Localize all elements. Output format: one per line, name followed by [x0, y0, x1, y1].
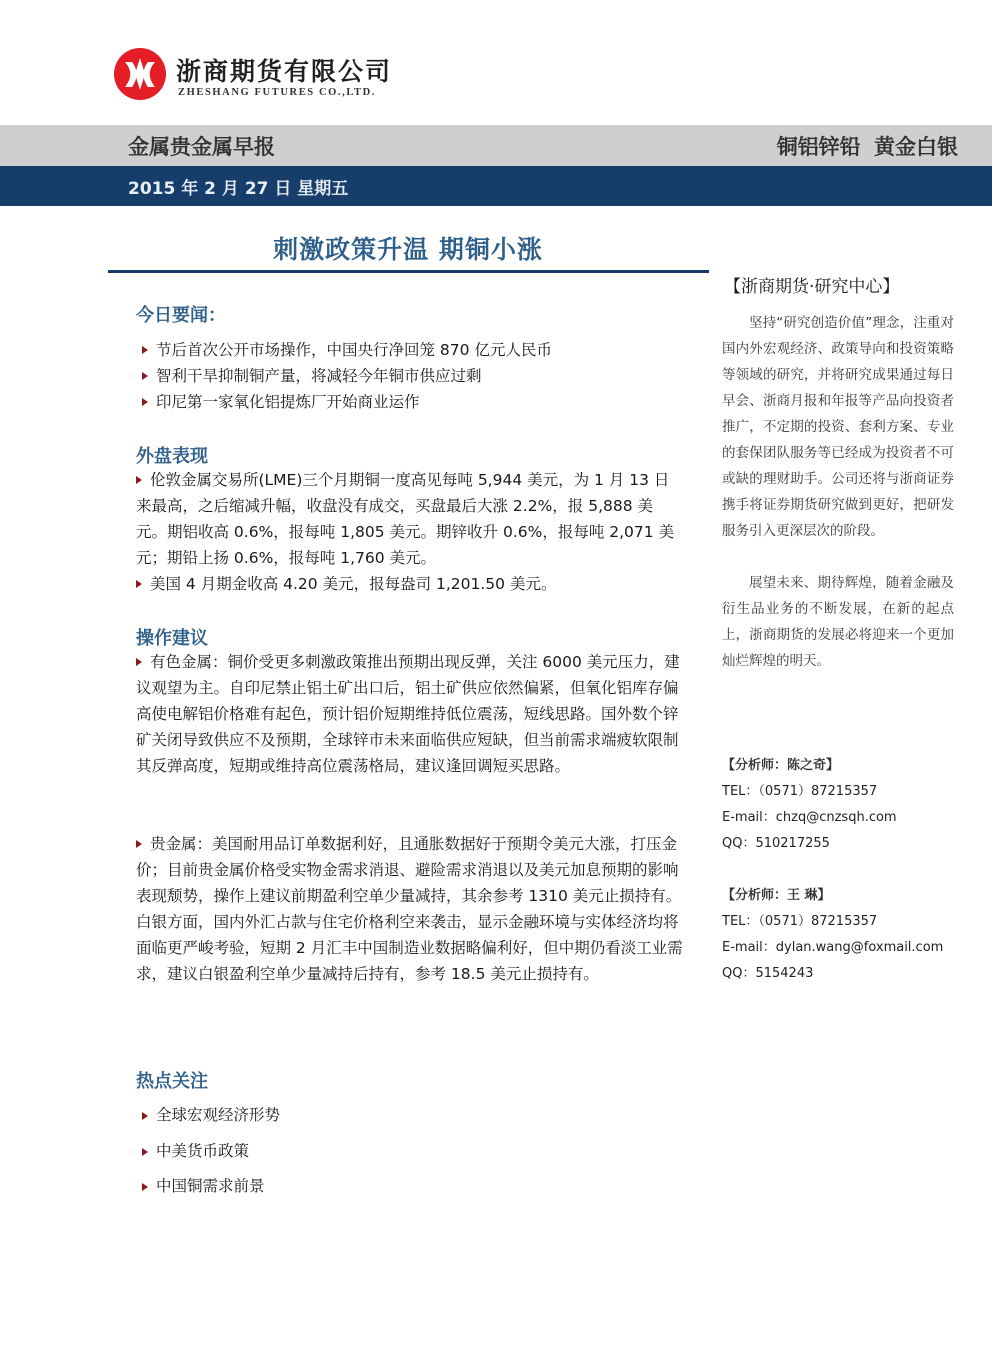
analyst-qq: QQ：510217255 — [722, 836, 830, 851]
sidebar-intro: 坚持“研究创造价值”理念，注重对国内外宏观经济、政策导向和投资策略等领域的研究，并将研究成果通过每日早会、浙商月报和年报等产品向投资者推广，不定期的投资、套利方案、专业的套保团队服务等已经成为投资者不可或缺的理财助手。公司还将与浙商证券携手将证券期货研究做到更好，把研发服务引入更深层次的阶段。 — [722, 315, 954, 539]
overseas-paragraph-1 — [136, 467, 684, 571]
advice-text-precious: 贵金属：美国耐用品订单数据利好，且通胀数据好于预期令美元大涨，打压金价；目前贵金属价格受实物金需求消退、避险需求消退以及美元加息预期的影响表现颓势，操作上建议前期盈利空单少量减持，其余参考 1310 美元止损持有。白银方面，国内外汇占款与住宅价格利空来袭击，显示金融环境与实体经济均将面临更严峻考验，短期 2 月汇丰中国制造业数据略偏利好，但中期仍看淡工业需求，建议白银盈利空单少量减持后持有，参考 18.5 美元止损持有。 — [136, 835, 683, 983]
list-item — [136, 1098, 280, 1134]
overseas-text-2: 美国 4 月期金收高 4.20 美元，报每盎司 1,201.50 美元。 — [150, 575, 557, 593]
section-title-advice: 操作建议 — [136, 628, 208, 649]
bullet-arrow-icon — [142, 346, 148, 354]
bullet-arrow-icon — [142, 1112, 148, 1120]
company-logo — [112, 44, 412, 106]
bullet-arrow-icon — [142, 398, 148, 406]
list-item — [136, 1134, 280, 1170]
report-categories: 铜铝锌铅 黄金白银 — [776, 135, 958, 159]
company-emblem-icon — [112, 44, 168, 104]
news-item-text: 智利干旱抑制铜产量，将减轻今年铜市供应过剩 — [156, 367, 482, 385]
advice-text-metals: 有色金属：铜价受更多刺激政策推出预期出现反弹，关注 6000 美元压力，建议观望为主。自印尼禁止铝土矿出口后，铝土矿供应依然偏紧，但氧化铝库存偏高使电解铝价格难有起色，预计铝价短期维持低位震荡，短线思路。国外数个锌矿关闭导致供应不及预期，全球锌市未来面临供应短缺，但当前需求端疲软限制其反弹高度，短期或维持高位震荡格局，建议逢回调短买思路。 — [136, 653, 680, 775]
analyst-qq: QQ：5154243 — [722, 966, 814, 981]
news-list — [136, 337, 552, 415]
report-date: 2015 年 2 月 27 日 星期五 — [128, 179, 349, 199]
sidebar-title: 【浙商期货·研究中心】 — [724, 277, 900, 297]
overseas-paragraph-2 — [136, 571, 684, 597]
bullet-arrow-icon — [142, 1183, 148, 1191]
analyst-name: 【分析师：陈之奇】 — [722, 758, 840, 773]
bullet-arrow-icon — [136, 658, 142, 666]
report-title-bar — [0, 125, 992, 166]
headline: 刺激政策升温 期铜小涨 — [273, 235, 543, 264]
list-item — [136, 1169, 280, 1205]
focus-item-text: 中美货币政策 — [156, 1141, 250, 1160]
advice-paragraph-precious — [136, 831, 684, 987]
focus-item-text: 全球宏观经济形势 — [156, 1106, 281, 1124]
company-name-cn: 浙商期货有限公司 — [176, 57, 393, 86]
analyst-email[interactable]: E-mail：chzq@cnzsqh.com — [722, 810, 897, 825]
list-item — [136, 363, 552, 389]
bullet-arrow-icon — [136, 580, 142, 588]
list-item — [136, 337, 552, 363]
section-title-news: 今日要闻： — [136, 305, 226, 326]
focus-item-text: 中国铜需求前景 — [156, 1177, 265, 1195]
bullet-arrow-icon — [136, 840, 142, 848]
analyst-card-2 — [722, 883, 943, 987]
report-name: 金属贵金属早报 — [128, 135, 275, 159]
focus-list — [136, 1098, 280, 1205]
company-name-en: ZHESHANG FUTURES CO.,LTD. — [178, 87, 377, 98]
analyst-tel: TEL：（0571）87215357 — [722, 784, 878, 799]
overseas-text-1: 伦敦金属交易所(LME)三个月期铜一度高见每吨 5,944 美元，为 1 月 13 日来最高，之后缩减升幅，收盘没有成交，买盘最后大涨 2.2%，报 5,888 美元。期铝收高 0.6%，报每吨 1,805 美元。期锌收升 0.6%，报每吨 2,071 美元；期铅上扬 0.6%，报每吨 1,760 美元。 — [136, 471, 675, 567]
section-title-overseas: 外盘表现 — [136, 446, 208, 467]
news-item-text: 节后首次公开市场操作，中国央行净回笼 870 亿元人民币 — [156, 341, 552, 359]
analyst-tel: TEL：（0571）87215357 — [722, 914, 878, 929]
list-item — [136, 389, 552, 415]
section-title-focus: 热点关注 — [136, 1071, 208, 1092]
advice-paragraph-metals — [136, 649, 684, 779]
bullet-arrow-icon — [142, 1148, 148, 1156]
bullet-arrow-icon — [142, 372, 148, 380]
date-bar — [0, 166, 992, 206]
bullet-arrow-icon — [136, 476, 142, 484]
analyst-email[interactable]: E-mail：dylan.wang@foxmail.com — [722, 940, 944, 955]
sidebar-outlook: 展望未来、期待辉煌，随着金融及衍生品业务的不断发展，在新的起点上，浙商期货的发展必将迎来一个更加灿烂辉煌的明天。 — [722, 575, 954, 669]
news-item-text: 印尼第一家氧化铝提炼厂开始商业运作 — [156, 393, 420, 411]
analyst-name: 【分析师：王 琳】 — [722, 888, 831, 903]
analyst-card-1 — [722, 753, 897, 857]
headline-divider — [108, 270, 709, 273]
